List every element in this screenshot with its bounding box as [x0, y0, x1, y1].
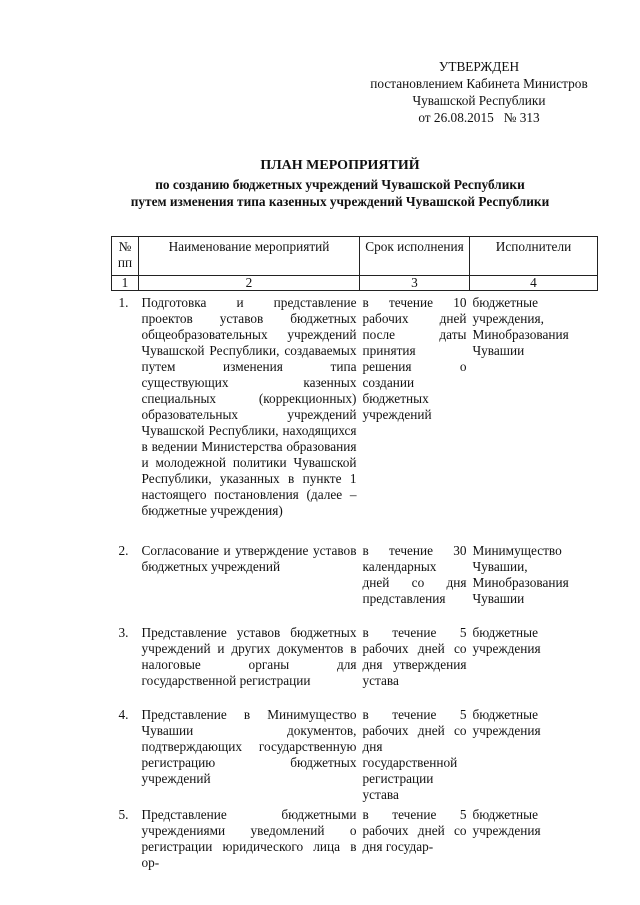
table-row: [112, 539, 598, 621]
row-executors: бюджетные учреждения, Минобразования Чувашии: [472, 295, 569, 358]
row-executors: Минимущество Чувашии, Минобразования Чувашии: [472, 542, 569, 606]
column-number: 3: [360, 276, 470, 291]
approval-block: [358, 58, 600, 126]
row-activity: Представление в Минимущество Чувашии документов, подтверждающих государственную регистрацию бюджетных учреждений: [141, 706, 357, 786]
table-row: [112, 291, 598, 539]
row-term: в течение 30 календарных дней со дня представления: [362, 542, 467, 606]
row-number: 2.: [118, 542, 129, 558]
row-term: в течение 5 рабочих дней со дня государ-: [362, 806, 467, 854]
row-number: 3.: [118, 624, 129, 640]
column-number: 4: [470, 276, 598, 291]
row-number: 5.: [118, 806, 129, 822]
approval-line-1: постановлением Кабинета Министров: [370, 76, 588, 91]
row-term: в течение 5 рабочих дней со дня государственной регистрации устава: [362, 706, 467, 802]
column-number: 1: [112, 276, 139, 291]
column-number: 2: [139, 276, 360, 291]
row-number: 4.: [118, 706, 129, 722]
table-header-row: [112, 237, 598, 276]
table-row: [112, 621, 598, 703]
plan-table: [111, 236, 598, 871]
row-term: в течение 5 рабочих дней со дня утверждения устава: [362, 624, 467, 688]
row-activity: Представление бюджетными учреждениями уведомлений о регистрации юридического лица в ор-: [141, 806, 357, 870]
row-term: в течение 10 рабочих дней после даты принятия решения о создании бюджетных учреждений: [362, 295, 467, 422]
row-activity: Представление уставов бюджетных учреждений и других документов в налоговые органы для государственной регистрации: [141, 624, 357, 688]
approval-line-2: Чувашской Республики: [412, 93, 546, 108]
table-row: [112, 703, 598, 803]
document-title: [60, 157, 620, 210]
header-name: Наименование мероприятий: [139, 237, 360, 276]
header-exec: Исполнители: [470, 237, 598, 276]
row-activity: Подготовка и представление проектов уставов бюджетных общеобразовательных учреждений Чувашской Республики, создаваемых путем изменения типа существующих казенных специальных (коррекционных) образовательных учреждений Чувашской Республики, находящихся в ведении Министерства образования и молодежной политики Чувашской Республики, указанных в пункте 1 настоящего постановления (далее – бюджетные учреждения): [141, 295, 357, 518]
row-activity: Согласование и утверждение уставов бюджетных учреждений: [141, 542, 357, 574]
row-number: 1.: [118, 295, 129, 310]
table-row: [112, 803, 598, 871]
approval-line-3: от 26.08.2015 № 313: [418, 110, 540, 125]
header-term: Срок исполнения: [360, 237, 470, 276]
header-num: № пп: [112, 237, 139, 276]
title-line-1: ПЛАН МЕРОПРИЯТИЙ: [260, 158, 420, 173]
row-executors: бюджетные учреждения: [472, 624, 541, 656]
title-line-2: по созданию бюджетных учреждений Чувашской Республики: [155, 177, 525, 192]
row-executors: бюджетные учреждения: [472, 706, 541, 738]
title-line-3: путем изменения типа казенных учреждений Чувашской Республики: [130, 194, 550, 209]
approval-heading: УТВЕРЖДЕН: [438, 59, 520, 74]
row-executors: бюджетные учреждения: [472, 806, 541, 838]
column-numbers-row: [112, 276, 598, 291]
